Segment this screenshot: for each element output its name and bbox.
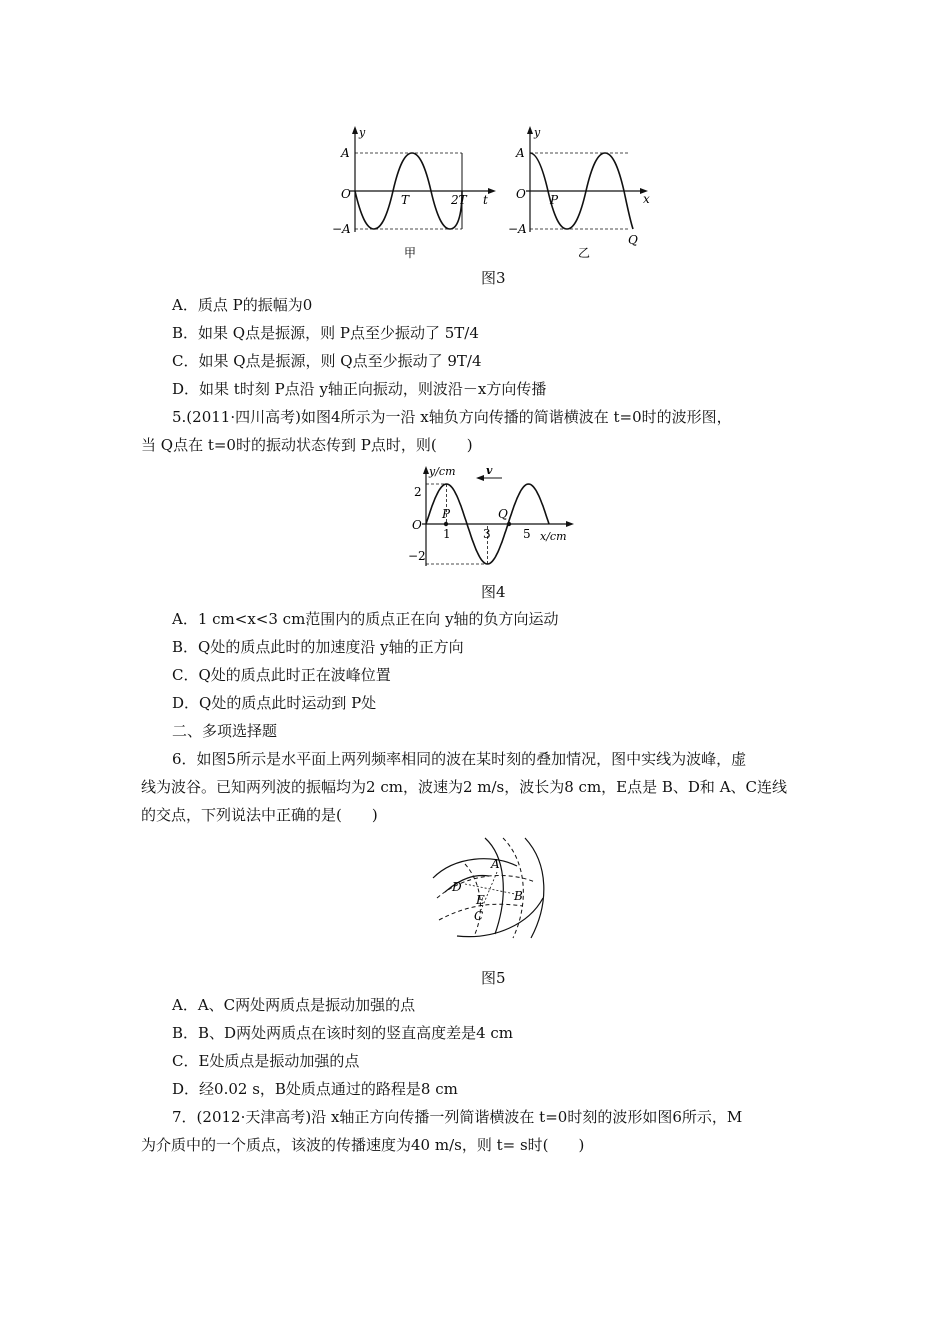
- q5-option-b: B．Q处的质点此时的加速度沿 y轴的正方向: [172, 638, 464, 656]
- fig4-xtick-1: 1: [443, 527, 451, 541]
- fig3-left-t: t: [483, 193, 488, 207]
- fig5-A: A: [491, 857, 500, 871]
- figure-4-caption: 图4: [481, 583, 506, 601]
- q6-stem-line3: 的交点，下列说法中正确的是( ): [141, 806, 378, 824]
- fig3-left-2T: 2T: [451, 193, 467, 207]
- section-heading: 二、多项选择题: [172, 722, 278, 740]
- fig5-C: C: [474, 909, 484, 923]
- q6-option-c: C．E处质点是振动加强的点: [172, 1052, 360, 1070]
- fig3-left-negA: −A: [332, 222, 351, 236]
- fig3-left-T: T: [401, 193, 410, 207]
- figure-5: [425, 834, 560, 944]
- q7-stem-line2: 为介质中的一个质点，该波的传播速度为40 m/s，则 t= s时( ): [141, 1136, 585, 1154]
- figure-3: [330, 120, 660, 265]
- figure-3-caption: 图3: [481, 269, 506, 287]
- figure-5-caption: 图5: [481, 969, 506, 987]
- fig4-xtick-5: 5: [523, 527, 531, 541]
- fig5-D: D: [452, 880, 462, 894]
- q4-option-c: C．如果 Q点是振源，则 Q点至少振动了 9T/4: [172, 352, 482, 370]
- fig3-left-label: 甲: [404, 246, 417, 260]
- fig4-ytick-2: 2: [414, 485, 422, 499]
- fig3-right-Q: Q: [628, 233, 638, 247]
- q6-stem-line2: 线为波谷。已知两列波的振幅均为2 cm，波速为2 m/s，波长为8 cm，E点是 B、D和 A、C连线: [141, 778, 788, 796]
- fig3-right-negA: −A: [508, 222, 527, 236]
- q6-option-b: B．B、D两处两质点在该时刻的竖直高度差是4 cm: [172, 1024, 514, 1042]
- q5-option-d: D．Q处的质点此时运动到 P处: [172, 694, 377, 712]
- fig3-right-y-label: y: [534, 126, 541, 139]
- q5-option-c: C．Q处的质点此时正在波峰位置: [172, 666, 391, 684]
- fig4-P: P: [442, 507, 451, 521]
- fig4-xtick-3: 3: [483, 527, 491, 541]
- fig3-left-A: A: [341, 146, 350, 160]
- fig4-point-q: [507, 522, 511, 526]
- fig3-left-y-label: y: [359, 126, 366, 139]
- q5-option-a: A．1 cm<x<3 cm范围内的质点正在向 y轴的负方向运动: [172, 610, 559, 628]
- fig3-right-label: 乙: [578, 246, 591, 260]
- q6-option-a: A．A、C两处两质点是振动加强的点: [172, 996, 416, 1014]
- q4-option-d: D．如果 t时刻 P点沿 y轴正向振动，则波沿－x方向传播: [172, 380, 547, 398]
- fig4-y-label: y/cm: [429, 465, 456, 478]
- fig4-point-p: [444, 522, 448, 526]
- fig3-right-P: P: [550, 193, 559, 207]
- q6-option-d: D．经0.02 s，B处质点通过的路程是8 cm: [172, 1080, 458, 1098]
- q7-stem-line1: 7．(2012·天津高考)沿 x轴正方向传播一列简谐横波在 t=0时刻的波形如图6所示，M: [172, 1108, 743, 1126]
- fig4-Q: Q: [498, 507, 508, 521]
- fig3-right-O: O: [516, 187, 526, 201]
- fig5-E: E: [476, 893, 485, 907]
- fig3-right-A: A: [516, 146, 525, 160]
- figure-4: [398, 462, 588, 572]
- q4-option-b: B．如果 Q点是振源，则 P点至少振动了 5T/4: [172, 324, 479, 342]
- q6-stem-line1: 6．如图5所示是水平面上两列频率相同的波在某时刻的叠加情况，图中实线为波峰，虚: [172, 750, 747, 768]
- q4-option-a: A．质点 P的振幅为0: [172, 296, 313, 314]
- fig4-v-label: v: [486, 464, 493, 477]
- fig4-x-label: x/cm: [540, 530, 567, 543]
- q5-stem-line1: 5.(2011·四川高考)如图4所示为一沿 x轴负方向传播的简谐横波在 t=0时的波形图，: [172, 408, 732, 426]
- q5-stem-line2: 当 Q点在 t=0时的振动状态传到 P点时，则( ): [141, 436, 473, 454]
- fig5-B: B: [514, 889, 523, 903]
- fig4-origin: O: [412, 518, 422, 532]
- fig3-left-O: O: [341, 187, 351, 201]
- fig4-ytick-neg2: −2: [408, 549, 426, 563]
- fig3-right-x: x: [643, 192, 650, 206]
